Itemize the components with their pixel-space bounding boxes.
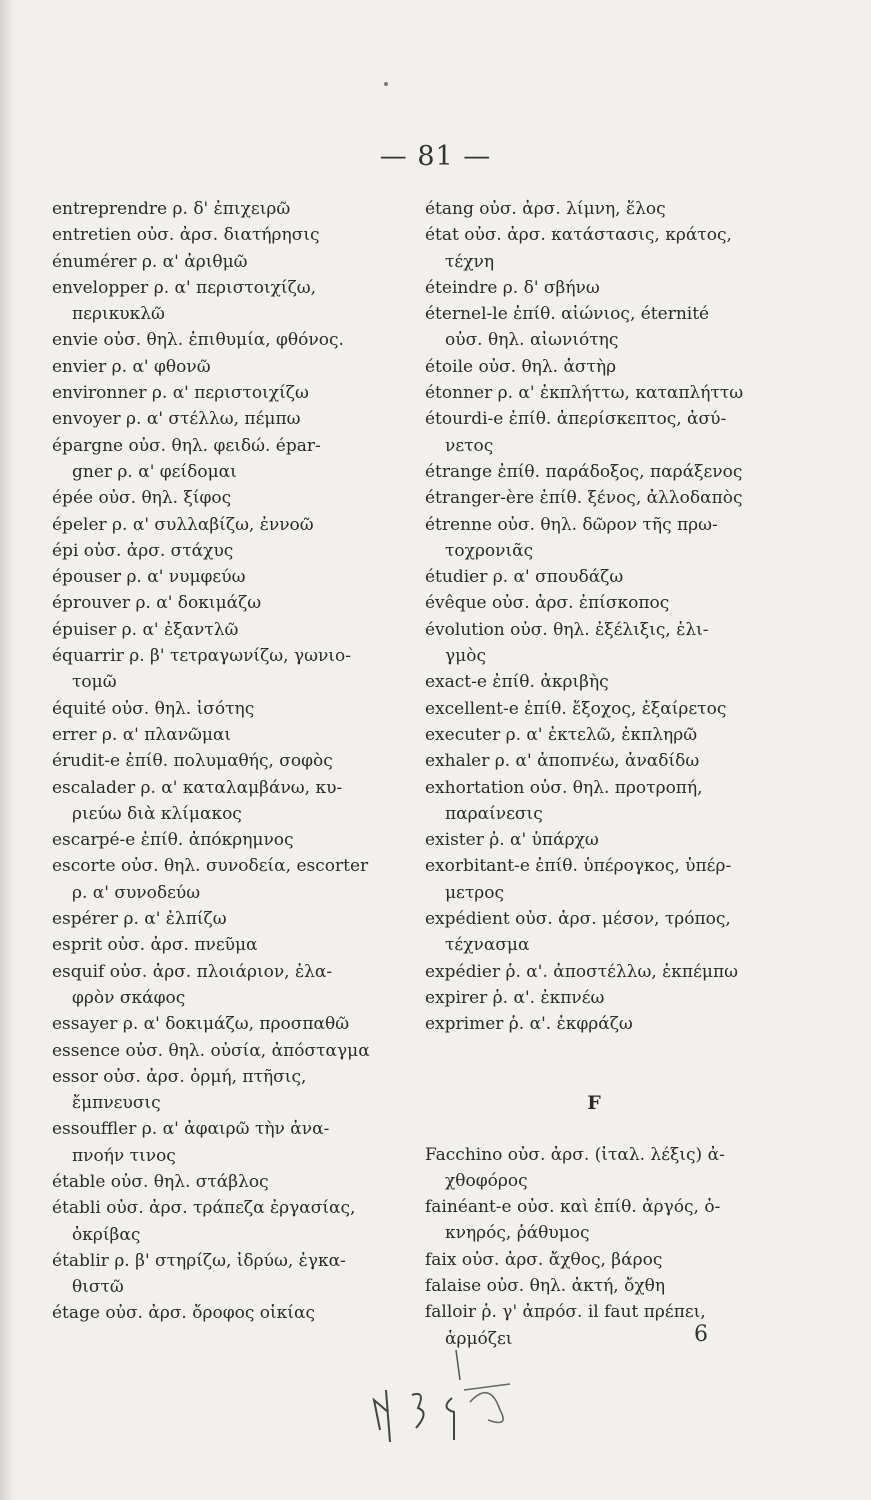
entry-line: errer ρ. α' πλανῶμαι xyxy=(52,724,232,745)
entry-line: entreprendre ρ. δ' ἐπιχειρῶ xyxy=(52,199,291,219)
entry-line: épeler ρ. α' συλλαβίζω, ἐννοῶ xyxy=(52,514,314,535)
entry-line: établir ρ. β' στηρίζω, ἱδρύω, ἐγκα- xyxy=(52,1250,346,1271)
entry-line: expirer ῥ. α'. ἐκπνέω xyxy=(425,987,605,1008)
entry-line: étang οὐσ. ἀρσ. λίμνη, ἕλος xyxy=(425,199,666,219)
entry-line: faix οὐσ. ἀρσ. ἄχθος, βάρος xyxy=(425,1249,663,1270)
entry-line: envie οὐσ. θηλ. ἐπιθυμία, φθόνος. xyxy=(52,330,344,351)
entry-continuation: παραίνεσις xyxy=(445,803,543,824)
left-column-entry xyxy=(52,853,392,906)
entry-line: énumérer ρ. α' ἀριθμῶ xyxy=(52,251,248,272)
right-column-entry xyxy=(425,959,763,985)
entry-line: établi οὐσ. ἀρσ. τράπεζα ἐργασίας, xyxy=(52,1198,356,1219)
entry-line: esquif οὐσ. ἀρσ. πλοιάριον, ἐλα- xyxy=(52,961,333,982)
entry-line: essor οὐσ. ἀρσ. ὁρμή, πτῆσις, xyxy=(52,1066,307,1087)
left-column-entry xyxy=(52,275,392,328)
entry-line: épuiser ρ. α' ἐξαντλῶ xyxy=(52,619,239,640)
entry-continuation: ἁρμόζει xyxy=(445,1328,513,1349)
entry-line: esprit οὐσ. ἀρσ. πνεῦμα xyxy=(52,935,258,956)
entry-line: essayer ρ. α' δοκιμάζω, προσπαθῶ xyxy=(52,1014,350,1035)
entry-continuation: κνηρός, ῥάθυμος xyxy=(445,1223,590,1244)
left-column-entry xyxy=(52,564,392,590)
right-column-entry xyxy=(425,985,763,1011)
left-column-entry xyxy=(52,512,392,538)
right-column-entry xyxy=(425,722,763,748)
left-column-entry xyxy=(52,617,392,643)
entry-line: exprimer ῥ. α'. ἐκφράζω xyxy=(425,1014,633,1035)
entry-line: épi οὐσ. ἀρσ. στάχυς xyxy=(52,540,234,561)
entry-line: escalader ρ. α' καταλαμβάνω, κυ- xyxy=(52,777,343,798)
entry-line: évêque οὐσ. ἀρσ. ἐπίσκοπος xyxy=(425,593,670,614)
entry-line: envelopper ρ. α' περιστοιχίζω, xyxy=(52,277,317,298)
left-column-entry xyxy=(52,827,392,853)
left-column-entry xyxy=(52,590,392,616)
left-column-entry xyxy=(52,748,392,774)
left-column-entry xyxy=(52,196,392,222)
entry-line: étranger-ère ἐπίθ. ξένος, ἀλλοδαπὸς xyxy=(425,488,743,509)
right-column-entry xyxy=(425,590,763,616)
section-spacer xyxy=(425,1038,763,1090)
entry-continuation: τοχρονιᾶς xyxy=(445,540,534,561)
right-column-f-entry xyxy=(425,1142,763,1195)
entry-line: équité οὐσ. θηλ. ἰσότης xyxy=(52,698,255,719)
right-column-entry xyxy=(425,1011,763,1037)
entry-continuation: οὐσ. θηλ. αἰωνιότης xyxy=(445,330,619,351)
left-column-entry xyxy=(52,433,392,486)
right-column-f-entry xyxy=(425,1247,763,1273)
right-column-entry xyxy=(425,827,763,853)
entry-continuation: γμὸς xyxy=(445,646,486,667)
left-column-entry xyxy=(52,538,392,564)
right-column-entry xyxy=(425,301,763,354)
right-column-entry xyxy=(425,380,763,406)
entry-line: éprouver ρ. α' δοκιμάζω xyxy=(52,593,262,614)
entry-line: épouser ρ. α' νυμφεύω xyxy=(52,567,246,588)
entry-continuation: ἔμπνευσις xyxy=(72,1093,161,1114)
entry-line: équarrir ρ. β' τετραγωνίζω, γωνιο- xyxy=(52,646,351,667)
right-column-f-entry xyxy=(425,1194,763,1247)
left-column-entry xyxy=(52,1116,392,1169)
entry-continuation: ὀκρίβας xyxy=(72,1224,141,1245)
left-column-entry xyxy=(52,406,392,432)
entry-line: espérer ρ. α' ἐλπίζω xyxy=(52,909,227,930)
entry-line: excellent-e ἐπίθ. ἔξοχος, ἐξαίρετος xyxy=(425,698,727,719)
entry-line: étourdi-e ἐπίθ. ἀπερίσκεπτος, ἀσύ- xyxy=(425,409,727,430)
entry-line: exhaler ρ. α' ἀποπνέω, ἀναδίδω xyxy=(425,751,700,772)
entry-line: expédier ῥ. α'. ἀποστέλλω, ἐκπέμπω xyxy=(425,961,738,982)
left-column-entry xyxy=(52,1011,392,1037)
right-column-entry xyxy=(425,196,763,222)
left-column-entry xyxy=(52,222,392,248)
right-column-entry xyxy=(425,853,763,906)
entry-continuation: πνοήν τινος xyxy=(72,1145,176,1166)
page-number: — 81 — xyxy=(379,141,492,172)
right-column-entry xyxy=(425,459,763,485)
left-column-entry xyxy=(52,959,392,1012)
left-column-entry xyxy=(52,722,392,748)
entry-continuation: τέχνασμα xyxy=(445,935,530,956)
left-column-entry xyxy=(52,1195,392,1248)
entry-continuation: θιστῶ xyxy=(72,1277,124,1298)
entry-line: essence οὐσ. θηλ. οὐσία, ἀπόσταγμα xyxy=(52,1040,370,1061)
entry-line: épargne οὐσ. θηλ. φειδώ. épar- xyxy=(52,435,321,456)
entry-line: expédient οὐσ. ἀρσ. μέσον, τρόπος, xyxy=(425,909,731,930)
left-column xyxy=(52,196,392,1327)
entry-line: entretien οὐσ. ἀρσ. διατήρησις xyxy=(52,225,320,246)
left-column-entry xyxy=(52,380,392,406)
entry-line: envoyer ρ. α' στέλλω, πέμπω xyxy=(52,409,301,430)
entry-line: escorte οὐσ. θηλ. συνοδεία, escorter xyxy=(52,856,369,877)
left-column-entry xyxy=(52,932,392,958)
right-column-entry xyxy=(425,354,763,380)
left-column-entry xyxy=(52,249,392,275)
right-column-entry xyxy=(425,748,763,774)
right-column-entry xyxy=(425,406,763,459)
entry-line: exorbitant-e ἐπίθ. ὑπέρογκος, ὑπέρ- xyxy=(425,856,732,877)
left-column-entry xyxy=(52,1248,392,1301)
right-column-entry xyxy=(425,775,763,828)
right-column-entry xyxy=(425,906,763,959)
binding-shadow xyxy=(0,0,14,1500)
right-column-entry xyxy=(425,222,763,275)
right-column-f-entry xyxy=(425,1299,763,1352)
entry-line: éternel-le ἐπίθ. αἰώνιος, éternité xyxy=(425,304,710,325)
entry-line: fainéant-e οὐσ. καὶ ἐπίθ. ἀργός, ὀ- xyxy=(425,1197,721,1218)
entry-line: executer ρ. α' ἐκτελῶ, ἐκπληρῶ xyxy=(425,724,698,745)
entry-line: environner ρ. α' περιστοιχίζω xyxy=(52,383,309,404)
entry-line: Facchino οὐσ. ἀρσ. (ἰταλ. λέξις) ἀ- xyxy=(425,1144,725,1165)
entry-continuation: χθοφόρος xyxy=(445,1170,528,1191)
right-column-entry xyxy=(425,275,763,301)
left-column-entry xyxy=(52,327,392,353)
left-column-entry xyxy=(52,1300,392,1326)
entry-line: falaise οὐσ. θηλ. ἀκτή, ὄχθη xyxy=(425,1275,666,1296)
entry-continuation: φρὸν σκάφος xyxy=(72,987,186,1008)
left-column-entry xyxy=(52,1038,392,1064)
entry-line: falloir ῥ. γ' ἀπρόσ. il faut πρέπει, xyxy=(425,1302,706,1323)
left-column-entry xyxy=(52,775,392,828)
right-column-entry xyxy=(425,485,763,511)
entry-continuation: μετρος xyxy=(445,882,505,903)
entry-line: évolution οὐσ. θηλ. ἐξέλιξις, ἑλι- xyxy=(425,619,709,640)
entry-line: escarpé-e ἐπίθ. ἀπόκρημνος xyxy=(52,830,294,851)
right-column-entry xyxy=(425,696,763,722)
entry-line: exact-e ἐπίθ. ἀκριβὴς xyxy=(425,672,609,693)
signature-mark: 6 xyxy=(694,1322,708,1347)
left-column-entry xyxy=(52,485,392,511)
entry-line: étage οὐσ. ἀρσ. ὄροφος οἰκίας xyxy=(52,1303,315,1324)
entry-line: étable οὐσ. θηλ. στάβλος xyxy=(52,1171,269,1192)
right-column-f-entry xyxy=(425,1273,763,1299)
entry-continuation: τομῶ xyxy=(72,672,117,693)
right-column-entry xyxy=(425,512,763,565)
print-speck xyxy=(384,82,388,86)
entry-line: étrange ἐπίθ. παράδοξος, παράξενος xyxy=(425,461,743,482)
right-column-entry xyxy=(425,669,763,695)
right-column xyxy=(425,196,763,1352)
right-column-entry xyxy=(425,564,763,590)
entry-line: envier ρ. α' φθονῶ xyxy=(52,356,211,377)
entry-line: exister ῥ. α' ὑπάρχω xyxy=(425,830,599,851)
entry-line: étrenne οὐσ. θηλ. δῶρον τῆς πρω- xyxy=(425,514,718,535)
entry-line: état οὐσ. ἀρσ. κατάστασις, κράτος, xyxy=(425,225,732,246)
entry-line: érudit-e ἐπίθ. πολυμαθής, σοφὸς xyxy=(52,751,333,772)
right-column-entry xyxy=(425,617,763,670)
entry-continuation: περικυκλῶ xyxy=(72,304,165,325)
entry-line: épée οὐσ. θηλ. ξίφος xyxy=(52,488,232,509)
entry-continuation: ριεύω διὰ κλίμακος xyxy=(72,803,242,824)
entry-line: essouffler ρ. α' ἀφαιρῶ τὴν ἀνα- xyxy=(52,1119,330,1140)
left-column-entry xyxy=(52,643,392,696)
handwritten-note xyxy=(360,1350,540,1450)
left-column-entry xyxy=(52,696,392,722)
left-column-entry xyxy=(52,1169,392,1195)
entry-line: éteindre ρ. δ' σβήνω xyxy=(425,277,600,298)
entry-line: étoile οὐσ. θηλ. ἀστὴρ xyxy=(425,356,617,377)
entry-continuation: τέχνη xyxy=(445,251,495,272)
entry-continuation: gner ρ. α' φείδομαι xyxy=(72,461,237,482)
entry-line: étudier ρ. α' σπουδάζω xyxy=(425,567,624,588)
left-column-entry xyxy=(52,906,392,932)
entry-line: exhortation οὐσ. θηλ. προτροπή, xyxy=(425,777,703,798)
left-column-entry xyxy=(52,354,392,380)
entry-line: étonner ρ. α' ἐκπλήττω, καταπλήττω xyxy=(425,383,744,404)
entry-continuation: ρ. α' συνοδεύω xyxy=(72,882,201,903)
section-heading-letter: F xyxy=(587,1091,601,1114)
left-column-entry xyxy=(52,1064,392,1117)
entry-continuation: νετος xyxy=(445,435,494,456)
